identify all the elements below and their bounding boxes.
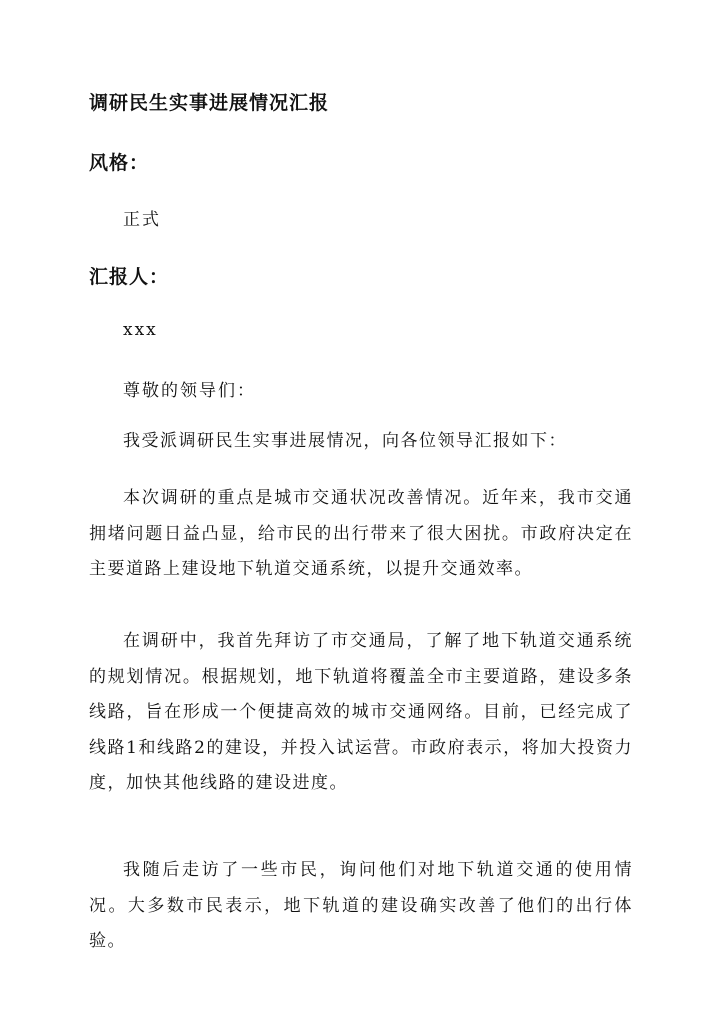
- paragraph-intro: 我受派调研民生实事进展情况，向各位领导汇报如下：: [123, 431, 567, 451]
- salutation: 尊敬的领导们：: [123, 381, 256, 401]
- paragraph-citizens: 我随后走访了一些市民，询问他们对地下轨道交通的使用情况。大多数市民表示，地下轨道的建设确实改善了他们的出行体验。: [89, 860, 633, 951]
- reporter-value: xxx: [123, 320, 158, 340]
- reporter-label: 汇报人：: [89, 266, 170, 288]
- document-title: 调研民生实事进展情况汇报: [89, 92, 330, 114]
- paragraph-visit: 在调研中，我首先拜访了市交通局，了解了地下轨道交通系统的规划情况。根据规划，地下轨道将覆盖全市主要道路，建设多条线路，旨在形成一个便捷高效的城市交通网络。目前，已经完成了线路1和线路2的建设，并投入试运营。市政府表示，将加大投资力度，加快其他线路的建设进度。: [89, 631, 633, 793]
- style-label: 风格：: [89, 152, 150, 174]
- style-value: 正式: [123, 210, 161, 230]
- paragraph-focus: 本次调研的重点是城市交通状况改善情况。近年来，我市交通拥堵问题日益凸显，给市民的出行带来了很大困扰。市政府决定在主要道路上建设地下轨道交通系统，以提升交通效率。: [89, 488, 633, 579]
